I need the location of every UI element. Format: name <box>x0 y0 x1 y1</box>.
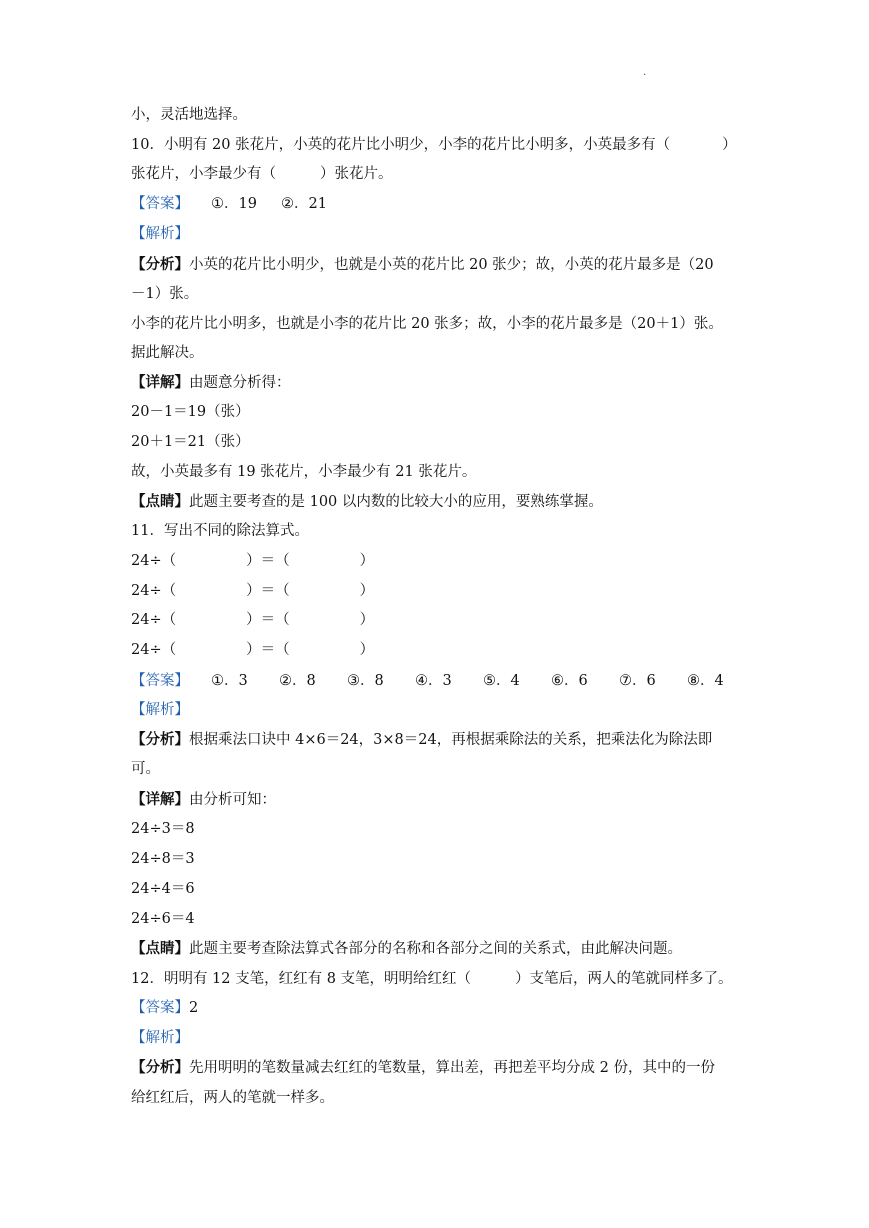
dianjing-line <box>131 490 603 514</box>
fenxi-line-2 <box>131 282 198 306</box>
answer-item: 2 <box>189 1000 199 1016</box>
paragraph-text: 由题意分析得： <box>189 375 291 391</box>
fenxi-label: 【分析】 <box>131 731 189 748</box>
question-text: 10．小明有 20 张花片，小英的花片比小明少，小李的花片比小明多，小英最多有（ <box>131 137 671 153</box>
answer-item: ⑦．6 <box>619 673 656 689</box>
answer-item: ③．8 <box>347 673 384 689</box>
answer-label: 【答案】 <box>131 1000 189 1016</box>
paragraph-text: 小，灵活地选择。 <box>131 107 247 123</box>
paragraph-text: 此题主要考查除法算式各部分的名称和各部分之间的关系式，由此解决问题。 <box>189 941 682 957</box>
blank-equals: ）＝（ <box>246 553 290 569</box>
blank-close: ） <box>359 583 375 599</box>
blank-close: ） <box>359 612 375 628</box>
equation: 20－1＝19（张） <box>131 404 250 420</box>
blank-equals: ）＝（ <box>246 612 290 628</box>
answer-item: ②．21 <box>281 196 327 212</box>
blank-close: ） <box>359 553 375 569</box>
xiangjie-label: 【详解】 <box>131 791 189 808</box>
equation-line <box>131 400 250 424</box>
answer-item: ⑥．6 <box>551 673 588 689</box>
fenxi-label: 【分析】 <box>131 1059 189 1076</box>
answer-item: ①．19 <box>211 196 257 212</box>
dianjing-label: 【点睛】 <box>131 940 189 957</box>
dianjing-line <box>131 937 682 961</box>
paragraph-text: －1）张。 <box>131 286 199 302</box>
fenxi-label: 【分析】 <box>131 256 189 273</box>
answer-item: ②．8 <box>279 673 316 689</box>
paragraph-text: 小英的花片比小明少，也就是小英的花片比 20 张少；故，小英的花片最多是（20 <box>189 257 714 273</box>
answer-label: 【答案】 <box>131 673 189 689</box>
fenxi-line-1 <box>131 1056 715 1080</box>
paragraph-text: 由分析可知： <box>189 792 276 808</box>
answer-line <box>131 192 327 216</box>
xiangjie-line <box>131 371 291 395</box>
equation-line <box>131 907 195 931</box>
equation-line <box>131 847 195 871</box>
question-text: 张花片，小李最少有（ <box>131 166 276 182</box>
paragraph-text: 给红红后，两人的笔就一样多。 <box>131 1090 334 1106</box>
page-dot: · <box>643 70 647 81</box>
division-row <box>131 608 374 632</box>
answer-line <box>131 669 724 693</box>
analysis-label: 【解析】 <box>131 1030 189 1046</box>
analysis-line <box>131 698 189 722</box>
paragraph-text: 故，小英最多有 19 张花片，小李最少有 21 张花片。 <box>131 464 477 480</box>
answer-item: ①．3 <box>211 673 248 689</box>
text-line <box>131 103 247 127</box>
answer-line <box>131 996 198 1020</box>
paragraph-text: 可。 <box>131 761 160 777</box>
equation: 24÷8＝3 <box>131 851 195 867</box>
analysis-line <box>131 1026 189 1050</box>
equation: 24÷3＝8 <box>131 821 195 837</box>
division-row <box>131 638 374 662</box>
question-text: ）张花片。 <box>320 166 393 182</box>
question-10-line-1 <box>131 133 737 157</box>
fenxi-line-2 <box>131 1086 334 1110</box>
blank-equals: ）＝（ <box>246 642 290 658</box>
equation-line <box>131 817 195 841</box>
fenxi-line-1 <box>131 728 712 752</box>
dianjing-label: 【点睛】 <box>131 493 189 510</box>
paragraph-text: 小李的花片比小明多，也就是小李的花片比 20 张多；故，小李的花片最多是（20＋1）张。 <box>131 316 723 332</box>
paragraph-text: 先用明明的笔数量减去红红的笔数量，算出差，再把差平均分成 2 份，其中的一份 <box>189 1060 715 1076</box>
fenxi-line-1 <box>131 253 714 277</box>
conclusion-line <box>131 460 476 484</box>
question-10-line-2 <box>131 162 393 186</box>
paragraph-text: 根据乘法口诀中 4×6＝24，3×8＝24，再根据乘除法的关系，把乘法化为除法即 <box>189 732 713 748</box>
xiangjie-line <box>131 788 276 812</box>
blank-close: ） <box>359 642 375 658</box>
answer-label: 【答案】 <box>131 196 189 212</box>
blank-equals: ）＝（ <box>246 583 290 599</box>
division-prefix: 24÷（ <box>131 612 177 628</box>
equation-line <box>131 877 195 901</box>
question-text: 11．写出不同的除法算式。 <box>131 523 309 539</box>
division-prefix: 24÷（ <box>131 642 177 658</box>
answer-item: ④．3 <box>415 673 452 689</box>
division-prefix: 24÷（ <box>131 583 177 599</box>
answer-item: ⑤．4 <box>483 673 520 689</box>
analysis-label: 【解析】 <box>131 702 189 718</box>
answer-item: ⑧．4 <box>687 673 724 689</box>
division-row <box>131 579 374 603</box>
fenxi-line-4 <box>131 341 204 365</box>
equation-line <box>131 430 250 454</box>
division-row <box>131 549 374 573</box>
division-prefix: 24÷（ <box>131 553 177 569</box>
question-11-line <box>131 519 309 543</box>
question-text: 12．明明有 12 支笔，红红有 8 支笔，明明给红红（ <box>131 971 472 987</box>
question-text: ）支笔后，两人的笔就同样多了。 <box>515 971 733 987</box>
paragraph-text: 此题主要考查的是 100 以内数的比较大小的应用，要熟练掌握。 <box>189 494 603 510</box>
analysis-line <box>131 222 189 246</box>
xiangjie-label: 【详解】 <box>131 374 189 391</box>
blank-close: ） <box>722 137 737 153</box>
fenxi-line-3 <box>131 312 723 336</box>
paragraph-text: 据此解决。 <box>131 345 204 361</box>
question-12-line <box>131 967 733 991</box>
fenxi-line-2 <box>131 757 160 781</box>
equation: 20＋1＝21（张） <box>131 434 250 450</box>
equation: 24÷6＝4 <box>131 911 195 927</box>
equation: 24÷4＝6 <box>131 881 195 897</box>
analysis-label: 【解析】 <box>131 226 189 242</box>
